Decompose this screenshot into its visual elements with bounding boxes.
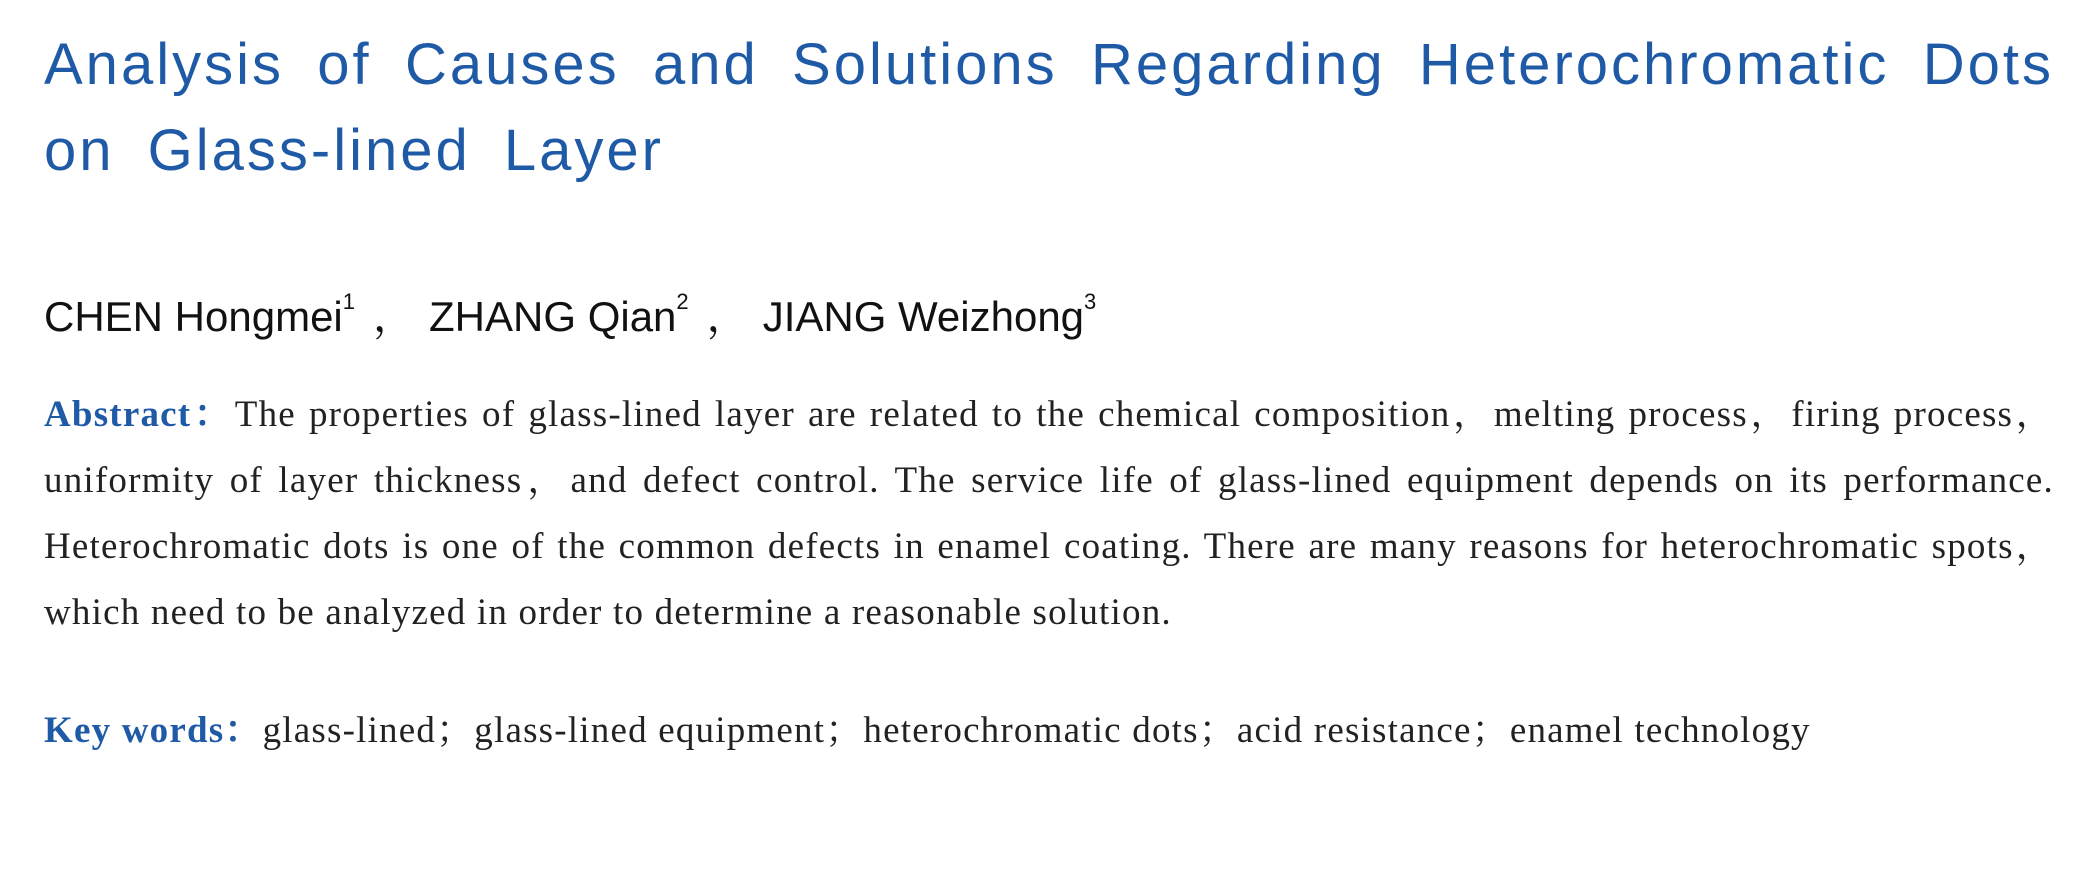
author-name: JIANG Weizhong [762,293,1085,340]
abstract-label: Abstract： [44,394,235,435]
author-affiliation: 2 [676,289,689,314]
paper-header [44,22,2054,793]
abstract [44,382,2054,646]
author-separator: ， [706,293,749,340]
author-separator: ， [373,293,416,340]
author-affiliation: 1 [342,289,356,314]
author-name: CHEN Hongmei [44,293,343,340]
author-list [44,289,2054,342]
keywords-text: glass-lined；glass-lined equipment；heterochromatic dots；acid resistance；enamel technology [262,710,1811,751]
paper-title: Analysis of Causes and Solutions Regarding Heterochromatic Dots on Glass-lined Layer [44,32,2054,183]
keywords-label: Key words： [44,710,263,751]
author-affiliation: 3 [1084,289,1097,314]
abstract-text: The properties of glass-lined layer are related to the chemical composition，melting process，firing process，uniformity of layer thickness，and defect control. The service life of glass-lined equipment depends on its performance. Heterochromatic dots is one of the common defects in enamel coating. There are many reasons for heterochromatic spots，which need to be analyzed in order to determine a reasonable solution. [44,394,2054,633]
author-name: ZHANG Qian [429,293,677,340]
keywords [44,706,2054,756]
